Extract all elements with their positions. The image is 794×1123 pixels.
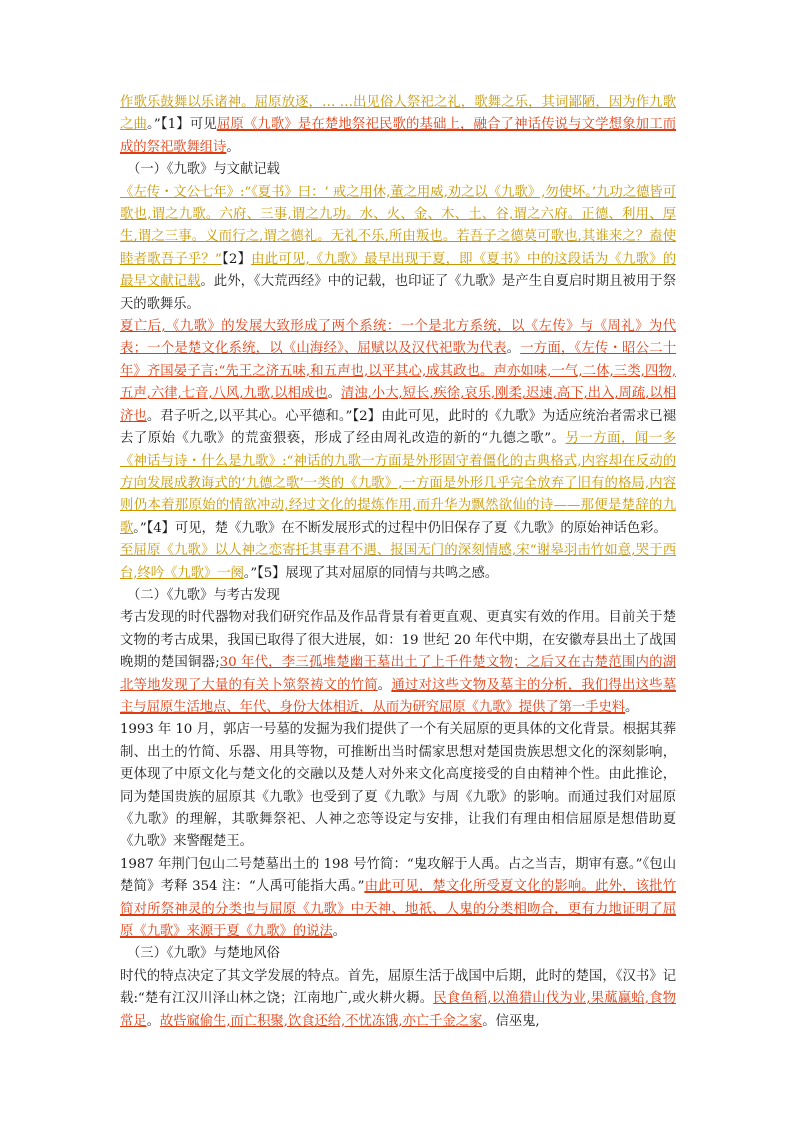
- text-span: 。: [625, 699, 639, 715]
- paragraph: [120, 92, 676, 159]
- highlighted-text-span: 《左传・文公七年》:“《夏书》曰：‘ 戒之用休,董之用威,劝之以《九歌》,勿使坏。’九功之德皆可歌也,谓之九歌。六府、三事,谓之九功。水、火、金、木、土、谷,谓之六府。正德、利用、厚生,谓之三事。义而行之,谓之德礼。无礼不乐,所由叛也。若吾子之德莫可歌也,其谁来之？盍使睦者歌吾子乎？”: [120, 184, 676, 267]
- text-span: 。”【4】可见，楚《九歌》在不断发展形式的过程中仍旧保存了夏《九歌》的原始神话色彩。: [133, 520, 667, 536]
- paragraph: [120, 316, 676, 540]
- highlighted-text-span: 作歌乐鼓舞以乐诸神。屈原放逐，… …出见俗人祭祀之礼，歌舞之乐，其词鄙陋，因为作九歌之曲: [120, 95, 676, 133]
- text-span: 。”【5】展现了其对屈原的同情与共鸣之感。: [243, 565, 499, 581]
- text-span: 。信巫鬼,: [482, 1013, 540, 1029]
- text-span: 。: [146, 1013, 160, 1029]
- highlighted-text-span: 故呰窳偷生,而亡积聚,饮食还给,不忧冻饿,亦亡千金之家: [159, 1013, 483, 1029]
- section-heading: [120, 159, 676, 181]
- section-heading: [120, 943, 676, 965]
- highlighted-text-span: 屈原《九歌》是在楚地祭祀民歌的基础上，融合了神话传说与文学想象加工而成的祭祀歌舞组诗: [120, 117, 676, 155]
- text-span: 。: [332, 924, 346, 940]
- paragraph: [120, 540, 676, 585]
- highlighted-text-span: 30 年代，李三孤堆楚幽王墓出土了上千件楚文物；之后又在古楚范围内的湖北等地发现了大量的有关卜筮祭祷文的竹简: [120, 655, 677, 693]
- highlighted-text-span: 至屈原《九歌》以人神之恋寄托其事君不遇、报国无门的深刻情感,宋“谢皋羽击竹如意,哭于西台,终吟《九歌》一阕: [120, 543, 676, 581]
- text-span: （三）《九歌》与楚地风俗: [127, 946, 280, 962]
- highlighted-text-span: 夏亡后,《九歌》的发展大致形成了两个系统：一个是北方系统，以《左传》与《周礼》为代表；一个是楚文化系统，以《山海经》、屈赋以及汉代祀歌为代表: [120, 319, 676, 357]
- text-span: 。: [377, 677, 392, 693]
- text-span: 【2】: [221, 251, 252, 267]
- document-body: [120, 92, 676, 1033]
- highlighted-text-span: 由此可见，楚文化所受夏文化的影响。此外，该批竹简对所祭神灵的分类也与屈原《九歌》中天神、地祇、人鬼的分类相吻合，更有力地证明了屈原《九歌》来源于夏《九歌》的说法: [120, 879, 676, 940]
- paragraph: [120, 607, 676, 719]
- highlighted-text-span: 清浊,小大,短长,疾徐,哀乐,刚柔,迟速,高下,出入,周疏,以相济也: [120, 386, 676, 424]
- text-span: 。”【1】可见: [147, 117, 217, 133]
- highlighted-text-span: 另一方面，闻一多《神话与诗・什么是九歌》:“神话的九歌一方面是外形固守着僵化的古典格式,内容却在反动的方向发展成教诲式的‘九德之歌’一类的《九歌》,一方面是外形几乎完全放弃了旧有的格局,内容则仍本着那原始的情欲冲动,经过文化的提炼作用,而升华为飘然欲仙的诗——那便是楚辞的九歌: [120, 431, 677, 536]
- text-span: 。: [226, 139, 240, 155]
- highlighted-text-span: 民食鱼稻,以渔猎山伐为业,果蓏蠃蛤,食物常足: [120, 991, 676, 1029]
- section-heading: [120, 585, 676, 607]
- text-span: 时代的特点决定了其文学发展的特点。首先，屈原生活于战国中后期，此时的楚国，《汉书》记载:“楚有江汉川泽山林之饶；江南地广,或火耕火耨。: [120, 968, 676, 1007]
- text-span: （二）《九歌》与考古发现: [127, 587, 280, 603]
- text-span: 1987 年荆门包山二号楚墓出土的 198 号竹简：“鬼攻解于人禹。占之当吉，期审有憙。”《包山楚简》考释 354 注：“人禹可能指大禹。”: [120, 856, 676, 895]
- paragraph: [120, 182, 676, 316]
- highlighted-text-span: 由此可见,《九歌》最早出现于夏，即《夏书》中的这段话为《九歌》的最早文献记载: [120, 251, 676, 290]
- highlighted-text-span: 通过对这些文物及墓主的分析，我们得出这些墓主与屈原生活地点、年代、身份大体相近，从而为研究屈原《九歌》提供了第一手史料: [120, 677, 676, 715]
- text-span: 1993 年 10 月，郭店一号墓的发掘为我们提供了一个有关屈原的更具体的文化背景。根据其葬制、出土的竹简、乐器、用具等物，可推断出当时儒家思想对楚国贵族思想文化的深刻影响，更体现了中原文化与楚文化的交融以及楚人对外来文化高度接受的自由精神个性。由此推论，同为楚国贵族的屈原其《九歌》也受到了夏《九歌》与周《九歌》的影响。而通过我们对屈原《九歌》的理解，其歌舞祭祀、人神之恋等设定与安排，让我们有理由相信屈原是想借助夏《九歌》来警醒楚王。: [120, 722, 676, 850]
- text-span: 考古发现的时代器物对我们研究作品及作品背景有着更直观、更真实有效的作用。目前关于楚文物的考古成果，我国已取得了很大进展，如：19 世纪 20 年代中期，在安徽寿县出土了战国晚期的楚国铜器;: [120, 610, 676, 671]
- paragraph: [120, 854, 676, 944]
- highlighted-text-span: 一方面，《左传・昭公二十年》齐国晏子言:“先王之济五味,和五声也,以平其心,成其政也。声亦如味,一气,二体,三类,四物,五声,六律,七音,八风,九歌,以相成也: [120, 341, 677, 402]
- text-span: 。君子听之,以平其心。心平德和。”【2】由此可见，此时的《九歌》为适应统治者需求已褪去了原始《九歌》的荒蛮猥亵，形成了经由周礼改造的新的“九德之歌”。: [120, 408, 676, 447]
- text-span: 。: [327, 386, 341, 402]
- text-span: 。: [506, 341, 521, 357]
- paragraph: [120, 966, 676, 1033]
- text-span: 。此外，《大荒西经》中的记载，也印证了《九歌》是产生自夏启时期且被用于祭天的歌舞乐。: [120, 274, 676, 312]
- text-span: （一）《九歌》与文献记载: [127, 162, 280, 178]
- paragraph: [120, 719, 676, 853]
